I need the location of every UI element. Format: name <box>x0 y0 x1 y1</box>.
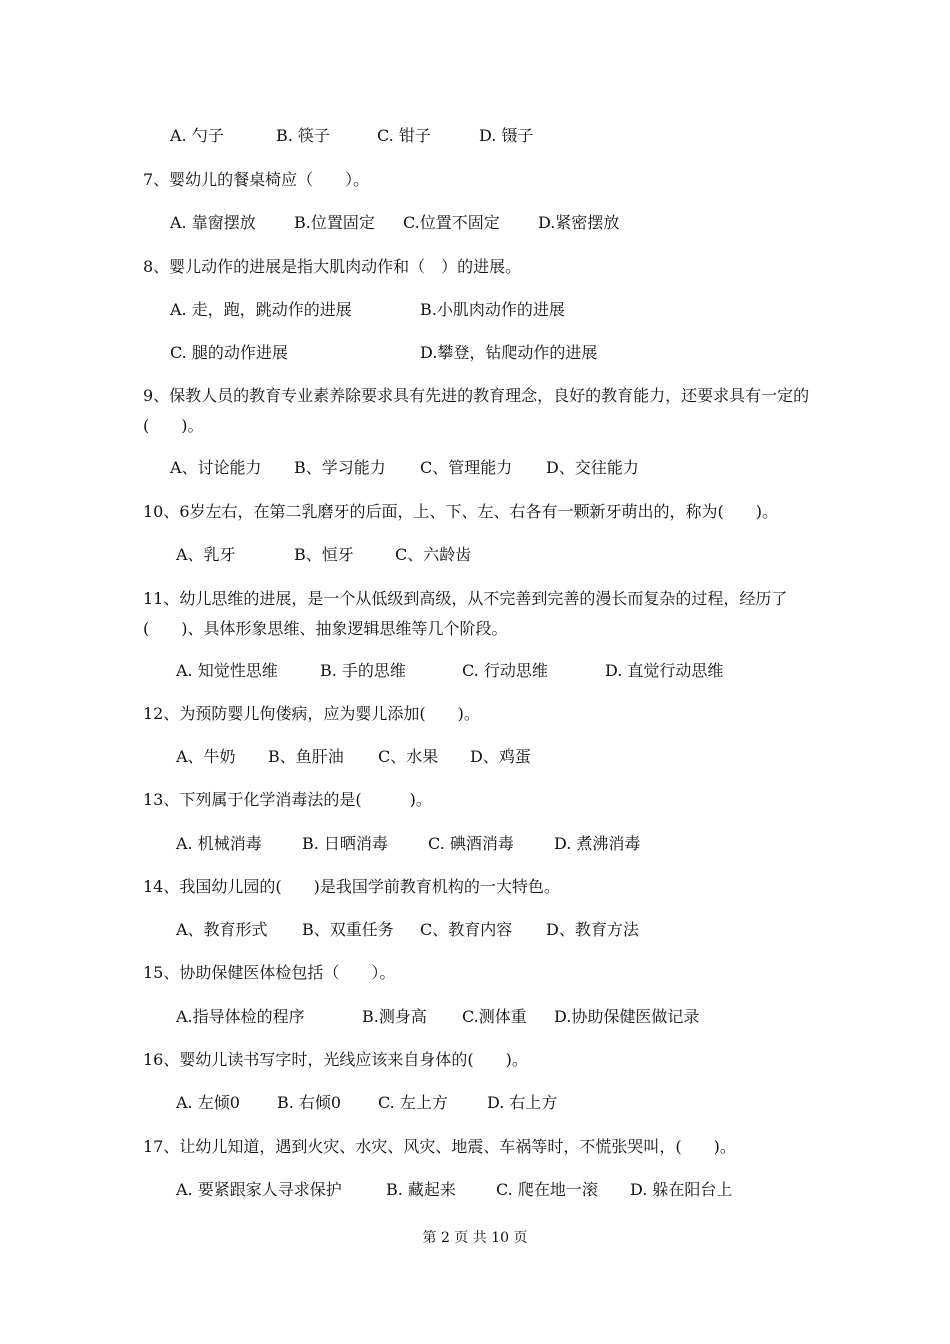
question-text: 14、我国幼儿园的( )是我国学前教育机构的一大特色。 <box>143 877 560 896</box>
option: B. 日晒消毒 <box>302 834 388 853</box>
option: C、六龄齿 <box>395 545 472 564</box>
option: D. 右上方 <box>487 1093 558 1112</box>
option: A. 走，跑，跳动作的进展 <box>170 300 352 319</box>
question-12 <box>0 701 950 727</box>
option: C、管理能力 <box>420 458 513 477</box>
question-text: 12、为预防婴儿佝偻病，应为婴儿添加( )。 <box>143 704 480 723</box>
question-text: 10、6岁左右，在第二乳磨牙的后面，上、下、左、右各有一颗新牙萌出的，称为( )。 <box>143 502 779 521</box>
option: B.测身高 <box>362 1007 427 1026</box>
option: B.位置固定 <box>294 213 375 232</box>
option: C. 行动思维 <box>462 661 548 680</box>
question-16-options <box>0 1090 950 1116</box>
question-14 <box>0 874 950 900</box>
question-9-options <box>0 455 950 481</box>
question-9 <box>143 381 811 441</box>
question-11-options <box>0 658 950 684</box>
option: D、鸡蛋 <box>470 747 531 766</box>
question-7 <box>0 167 950 193</box>
option: C、水果 <box>378 747 439 766</box>
option: A、牛奶 <box>176 747 236 766</box>
question-text: 8、婴儿动作的进展是指大肌肉动作和（ ）的进展。 <box>143 257 522 276</box>
option: B.小肌肉动作的进展 <box>420 300 565 319</box>
option: C、教育内容 <box>420 920 513 939</box>
question-11 <box>143 584 811 644</box>
option: D. 镊子 <box>479 126 534 145</box>
question-15-options <box>0 1004 950 1030</box>
question-text: 15、协助保健医体检包括（ ）。 <box>143 963 396 982</box>
option: D. 煮沸消毒 <box>554 834 641 853</box>
option: C.测体重 <box>462 1007 527 1026</box>
option: A.指导体检的程序 <box>176 1007 305 1026</box>
question-8 <box>0 254 950 280</box>
question-text: 13、下列属于化学消毒法的是( )。 <box>143 790 432 809</box>
option: B、恒牙 <box>294 545 354 564</box>
option: B、学习能力 <box>294 458 386 477</box>
option: C. 碘酒消毒 <box>428 834 514 853</box>
option: A、乳牙 <box>176 545 236 564</box>
option: B. 右倾0 <box>277 1093 342 1112</box>
option: B、鱼肝油 <box>268 747 344 766</box>
option: C. 左上方 <box>378 1093 448 1112</box>
option: B. 手的思维 <box>320 661 406 680</box>
option: B. 藏起来 <box>386 1180 456 1199</box>
option: C. 腿的动作进展 <box>170 343 288 362</box>
question-17 <box>0 1134 950 1160</box>
option: D. 躲在阳台上 <box>630 1180 733 1199</box>
option: A、讨论能力 <box>170 458 262 477</box>
question-text: 17、让幼儿知道，遇到火灾、水灾、风灾、地震、车祸等时，不慌张哭叫，( )。 <box>143 1137 736 1156</box>
option: B、双重任务 <box>302 920 394 939</box>
question-10-options <box>0 542 950 568</box>
option: D、交往能力 <box>546 458 639 477</box>
question-text: 11、幼儿思维的进展，是一个从低级到高级，从不完善到完善的漫长而复杂的过程，经历了( )、具体形象思维、抽象逻辑思维等几个阶段。 <box>143 589 788 638</box>
option: A. 左倾0 <box>176 1093 240 1112</box>
option: D.紧密摆放 <box>538 213 620 232</box>
option: C. 爬在地一滚 <box>496 1180 598 1199</box>
option: D.攀登，钻爬动作的进展 <box>420 343 598 362</box>
option: A. 靠窗摆放 <box>170 213 256 232</box>
q6-options <box>0 123 950 149</box>
question-text: 16、婴幼儿读书写字时，光线应该来自身体的( )。 <box>143 1050 528 1069</box>
option: C.位置不固定 <box>403 213 500 232</box>
question-14-options <box>0 917 950 943</box>
question-10 <box>0 499 950 525</box>
question-13-options <box>0 831 950 857</box>
option: A. 知觉性思维 <box>176 661 278 680</box>
question-16 <box>0 1047 950 1073</box>
question-text: 7、婴幼儿的餐桌椅应（ ）。 <box>143 170 370 189</box>
question-8-options-a <box>0 297 950 323</box>
option: A. 要紧跟家人寻求保护 <box>176 1180 342 1199</box>
option: B. 筷子 <box>276 126 330 145</box>
question-8-options-b <box>0 340 950 366</box>
question-17-options <box>0 1177 950 1203</box>
option: D、教育方法 <box>546 920 639 939</box>
question-12-options <box>0 744 950 770</box>
option: D. 直觉行动思维 <box>605 661 724 680</box>
option: C. 钳子 <box>377 126 431 145</box>
option: A. 勺子 <box>170 126 224 145</box>
question-15 <box>0 960 950 986</box>
question-7-options <box>0 210 950 236</box>
question-text: 9、保教人员的教育专业素养除要求具有先进的教育理念，良好的教育能力，还要求具有一定的( )。 <box>143 386 810 435</box>
option: A. 机械消毒 <box>176 834 262 853</box>
question-13 <box>0 787 950 813</box>
page-footer: 第 2 页 共 10 页 <box>422 1230 528 1246</box>
option: D.协助保健医做记录 <box>554 1007 700 1026</box>
option: A、教育形式 <box>176 920 268 939</box>
